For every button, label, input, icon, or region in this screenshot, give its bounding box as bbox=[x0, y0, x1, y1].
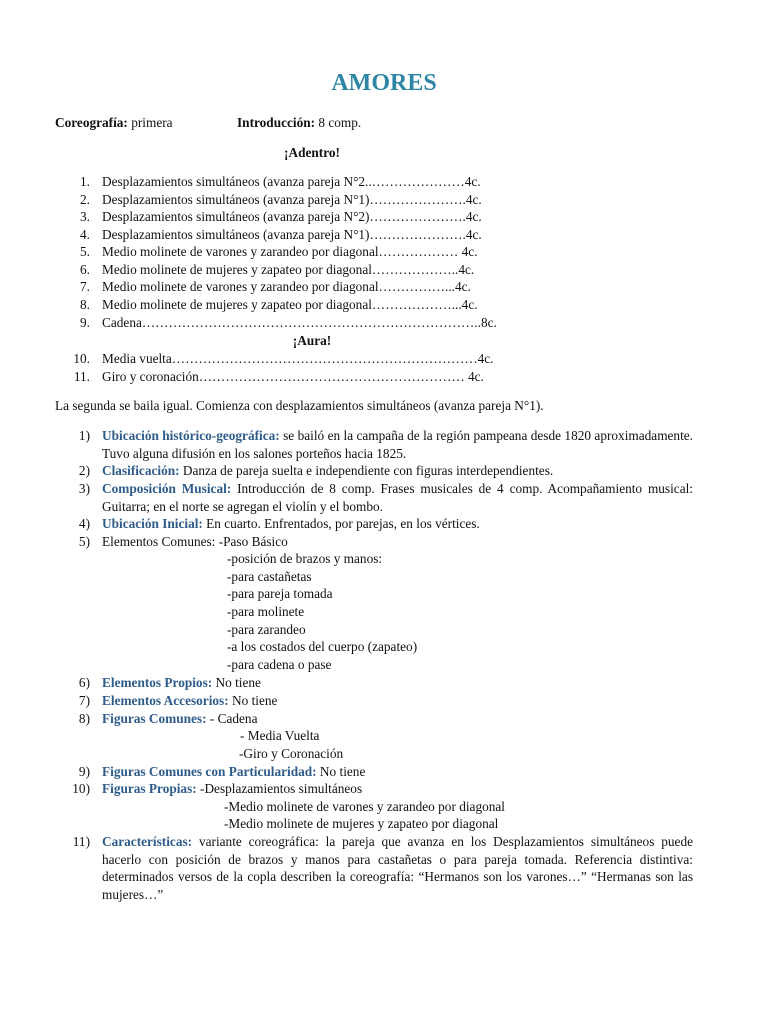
sub-item: -Medio molinete de mujeres y zapateo por diagonal bbox=[224, 816, 499, 831]
detail-label: Figuras Propias: bbox=[102, 781, 197, 796]
list-item-text: Medio molinete de mujeres y zapateo por diagonal………………..4c. bbox=[102, 262, 475, 277]
list-item-number: 11. bbox=[73, 369, 90, 384]
coreografia-line bbox=[55, 114, 173, 132]
detail-body: Danza de pareja suelta e independiente con figuras interdependientes. bbox=[179, 463, 554, 478]
detail-label: Ubicación histórico-geográfica: bbox=[102, 428, 280, 443]
detail-body: En cuarto. Enfrentados, por parejas, en los vértices. bbox=[202, 516, 480, 531]
detail-body: se bailó en la campaña de la región pampeana desde 1820 aproximadamente. Tuvo alguna difusión en los salones porteños hacia 1825. bbox=[102, 428, 694, 461]
detail-label: Composición Musical: bbox=[102, 481, 232, 496]
detail-text bbox=[102, 674, 261, 692]
introduccion-line bbox=[237, 114, 361, 132]
sub-item: -a los costados del cuerpo (zapateo) bbox=[227, 639, 418, 654]
list-item-text: Giro y coronación…………………………………………………… 4c. bbox=[102, 369, 484, 384]
introduccion-label: Introducción: bbox=[237, 115, 316, 130]
detail-label: Clasificación: bbox=[102, 463, 180, 478]
detail-text bbox=[102, 462, 693, 480]
detail-number: 3) bbox=[78, 481, 90, 496]
detail-text bbox=[102, 710, 257, 728]
detail-label: Figuras Comunes con Particularidad: bbox=[102, 764, 317, 779]
coreografia-value: primera bbox=[131, 115, 173, 130]
list-item-number: 8. bbox=[80, 297, 90, 312]
detail-number: 5) bbox=[78, 534, 90, 549]
detail-number: 8) bbox=[78, 711, 90, 726]
list-item-number: 1. bbox=[80, 174, 90, 189]
list-item-number: 10. bbox=[73, 351, 90, 366]
list-item-text: Desplazamientos simultáneos (avanza pareja N°2..…………………4c. bbox=[102, 174, 481, 189]
list-item-number: 7. bbox=[80, 279, 90, 294]
list-item-text: Desplazamientos simultáneos (avanza pareja N°1)………………….4c. bbox=[102, 192, 482, 207]
sub-item: -para pareja tomada bbox=[227, 586, 333, 601]
sub-item: -para cadena o pase bbox=[227, 657, 332, 672]
detail-text bbox=[102, 763, 365, 781]
list-item-text: Desplazamientos simultáneos (avanza pareja N°1)………………….4c. bbox=[102, 227, 482, 242]
list-item-text: Desplazamientos simultáneos (avanza pareja N°2)………………….4c. bbox=[102, 209, 482, 224]
detail-label: Figuras Comunes: bbox=[102, 711, 207, 726]
introduccion-value: 8 comp. bbox=[318, 115, 362, 130]
detail-body: - Cadena bbox=[206, 711, 258, 726]
detail-number: 1) bbox=[78, 428, 90, 443]
detail-body: Introducción de 8 comp. Frases musicales de 4 comp. Acompañamiento musical: Guitarra; en el norte se agregan el violín y el bombo. bbox=[102, 481, 693, 514]
detail-body: Elementos Comunes: -Paso Básico bbox=[102, 534, 288, 549]
list-item-text: Media vuelta……………………………………………………………4c. bbox=[102, 351, 494, 366]
list-item-number: 2. bbox=[80, 192, 90, 207]
sub-item: -para zarandeo bbox=[227, 622, 306, 637]
sub-item: -Medio molinete de varones y zarandeo por diagonal bbox=[224, 799, 505, 814]
detail-body: No tiene bbox=[316, 764, 366, 779]
detail-text bbox=[102, 833, 693, 903]
detail-body: No tiene bbox=[228, 693, 278, 708]
detail-body: -Desplazamientos simultáneos bbox=[196, 781, 363, 796]
detail-number: 6) bbox=[78, 675, 90, 690]
detail-label: Características: bbox=[102, 834, 193, 849]
list-item-number: 9. bbox=[80, 315, 90, 330]
section-adentro: ¡Adentro! bbox=[284, 145, 340, 160]
detail-text bbox=[102, 427, 693, 462]
list-item-text: Cadena…………………………………………………………………..8c. bbox=[102, 315, 497, 330]
list-item-number: 3. bbox=[80, 209, 90, 224]
detail-label: Elementos Propios: bbox=[102, 675, 213, 690]
detail-number: 10) bbox=[72, 781, 90, 796]
list-item-number: 4. bbox=[80, 227, 90, 242]
note-paragraph: La segunda se baila igual. Comienza con desplazamientos simultáneos (avanza pareja N°1). bbox=[55, 398, 544, 413]
list-item-number: 6. bbox=[80, 262, 90, 277]
list-item-number: 5. bbox=[80, 244, 90, 259]
detail-text bbox=[102, 692, 277, 710]
detail-number: 7) bbox=[78, 693, 90, 708]
detail-text bbox=[102, 515, 693, 533]
detail-text bbox=[102, 480, 693, 515]
detail-body: No tiene bbox=[212, 675, 261, 690]
detail-number: 11) bbox=[72, 834, 90, 849]
coreografia-label: Coreografía: bbox=[55, 115, 128, 130]
sub-item: -para castañetas bbox=[227, 569, 312, 584]
section-aura: ¡Aura! bbox=[292, 333, 332, 348]
sub-item: -para molinete bbox=[227, 604, 305, 619]
list-item-text: Medio molinete de varones y zarandeo por diagonal……………...4c. bbox=[102, 279, 471, 294]
page-title: AMORES bbox=[331, 70, 437, 96]
detail-number: 4) bbox=[78, 516, 90, 531]
detail-label: Ubicación Inicial: bbox=[102, 516, 203, 531]
list-item-text: Medio molinete de varones y zarandeo por diagonal……………… 4c. bbox=[102, 244, 478, 259]
detail-body: variante coreográfica: la pareja que avanza en los Desplazamientos simultáneos puede hacerlo con posición de brazos y manos para castañetas o para pareja tomada. Referencia distintiva: determinados versos de la copla describen la coreografía: “Hermanos son los varones…” “Hermanas son las mujeres…” bbox=[102, 834, 693, 902]
detail-text bbox=[102, 780, 362, 798]
detail-number: 9) bbox=[78, 764, 90, 779]
list-item-text: Medio molinete de mujeres y zapateo por diagonal………………...4c. bbox=[102, 297, 478, 312]
sub-item: - Media Vuelta bbox=[240, 728, 320, 743]
detail-label: Elementos Accesorios: bbox=[102, 693, 229, 708]
sub-item: -Giro y Coronación bbox=[239, 746, 344, 761]
detail-number: 2) bbox=[78, 463, 90, 478]
sub-item: -posición de brazos y manos: bbox=[227, 551, 383, 566]
